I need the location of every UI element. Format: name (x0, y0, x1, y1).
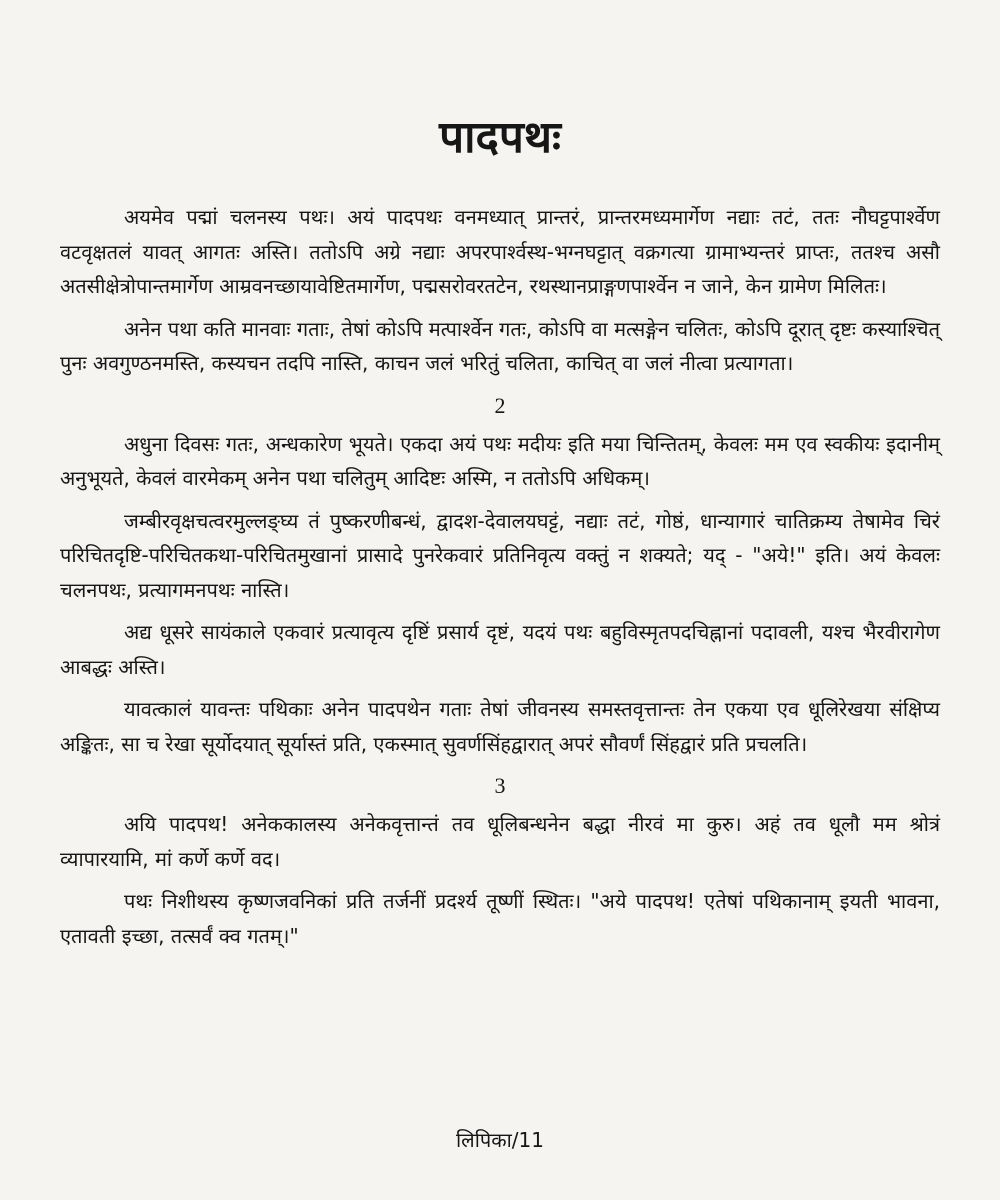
paragraph-7: अयि पादपथ! अनेककालस्य अनेकवृत्तान्तं तव धूलिबन्धनेन बद्धा नीरवं मा कुरु। अहं तव धूलौ मम श्रोत्रं व्यापारयामि, मां कर्णे कर्णे वद। (60, 812, 940, 871)
paragraph-2: अनेन पथा कति मानवाः गताः, तेषां कोऽपि मत्पार्श्वेन गतः, कोऽपि वा मत्सङ्गेन चलितः, कोऽपि दूरात् दृष्टः कस्याश्चित् पुनः अवगुण्ठनमस्ति, कस्यचन तदपि नास्ति, काचन जलं भरितुं चलिता, काचित् वा जलं नीत्वा प्रत्यागता। (60, 316, 940, 375)
page-footer: लिपिका/11 (455, 1128, 544, 1152)
paragraph-1: अयमेव पद्मां चलनस्य पथः। अयं पादपथः वनमध्यात् प्रान्तरं, प्रान्तरमध्यमार्गेण नद्याः तटं, ततः नौघट्टपार्श्वेण वटवृक्षतलं यावत् आगतः अस्ति। ततोऽपि अग्रे नद्याः अपरपार्श्वस्थ-भग्नघट्टात् वक्रगत्या ग्रामाभ्यन्तरं प्राप्तः, ततश्च असौ अतसीक्षेत्रोपान्तमार्गेण आम्रवनच्छायावेष्टितमार्गेण, पद्मसरोवरतटेन, रथस्थानप्राङ्गणपार्श्वेन न जाने, केन ग्रामेण मिलितः। (60, 205, 940, 298)
paragraph-8: पथः निशीथस्य कृष्णजवनिकां प्रति तर्जनीं प्रदर्श्य तूष्णीं स्थितः। "अये पादपथ! एतेषां पथिकानाम् इयती भावना, एतावती इच्छा, तत्सर्वं क्व गतम्।" (60, 889, 940, 948)
page-body (60, 200, 940, 961)
paragraph-4: जम्बीरवृक्षचत्वरमुल्लङ्घ्य तं पुष्करणीबन्धं, द्वादश-देवालयघट्टं, नद्याः तटं, गोष्ठं, धान्यागारं चातिक्रम्य तेषामेव चिरं परिचितदृष्टि-परिचितकथा-परिचितमुखानां प्रासादे पुनरेकवारं प्रतिनिवृत्य वक्तुं न शक्यते; यद् - "अये!" इति। अयं केवलः चलनपथः, प्रत्यागमनपथः नास्ति। (60, 508, 940, 602)
paragraph-6: यावत्कालं यावन्तः पथिकाः अनेन पादपथेन गताः तेषां जीवनस्य समस्तवृत्तान्तः तेन एकया एव धूलिरेखया संक्षिप्य अङ्कितः, सा च रेखा सूर्योदयात् सूर्यास्तं प्रति, एकस्मात् सुवर्णसिंहद्वारात् अपरं सौवर्णं सिंहद्वारं प्रति प्रचलति। (60, 697, 940, 756)
paragraph-3: अधुना दिवसः गतः, अन्धकारेण भूयते। एकदा अयं पथः मदीयः इति मया चिन्तितम्, केवलः मम एव स्वकीयः इदानीम् अनुभूयते, केवलं वारमेकम् अनेन पथा चलितुम् आदिष्टः अस्मि, न ततोऽपि अधिकम्। (60, 431, 940, 490)
section-number-3: 3 (494, 773, 506, 798)
page-title: पादपथः (439, 112, 561, 163)
paragraph-5: अद्य धूसरे सायंकाले एकवारं प्रत्यावृत्य दृष्टिं प्रसार्य दृष्टं, यदयं पथः बहुविस्मृतपदचिह्नानां पदावली, यश्च भैरवीरागेण आबद्धः अस्ति। (60, 620, 940, 679)
section-number-2: 2 (494, 392, 506, 418)
